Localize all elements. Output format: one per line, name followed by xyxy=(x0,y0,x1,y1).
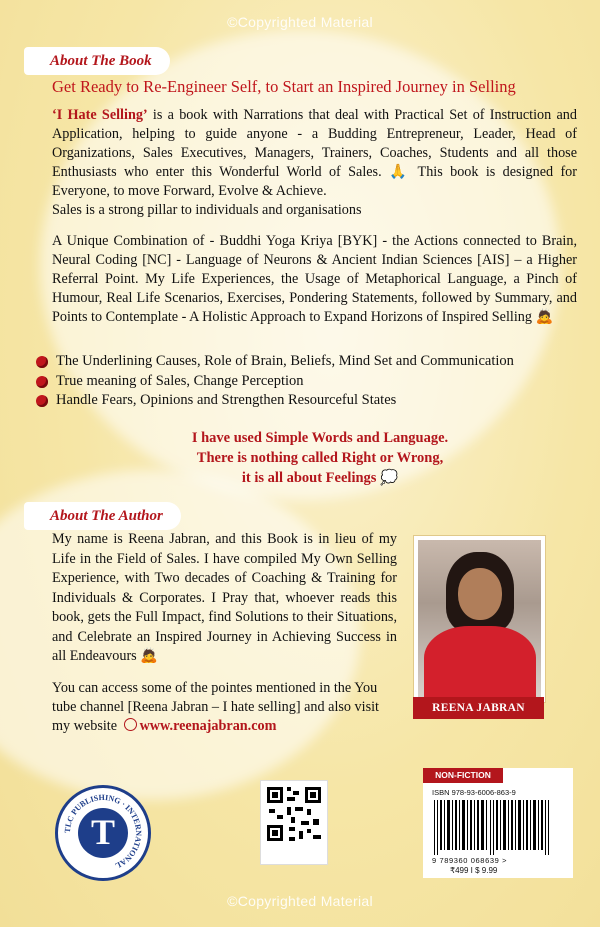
apple-bullet-icon xyxy=(36,395,48,407)
barcode-digits: 9 789360 068639 > xyxy=(432,856,508,865)
list-item xyxy=(34,352,594,372)
list-item xyxy=(34,391,594,411)
publisher-logo xyxy=(55,785,151,881)
list-item xyxy=(34,372,594,392)
quote-line: There is nothing called Right or Wrong, xyxy=(196,450,444,466)
book-tagline: Get Ready to Re-Engineer Self, to Start an Inspired Journey in Selling xyxy=(52,77,516,96)
svg-text:TLC PUBLISHING · INTERNATIONAL: TLC PUBLISHING · INTERNATIONAL xyxy=(62,792,144,871)
youtube-text: You can access some of the pointes mentioned in the You tube channel [Reena Jabran – I hate selling] and also visit my website xyxy=(52,680,379,734)
price: ₹499 I $ 9.99 xyxy=(450,866,498,875)
list-item-text: Handle Fears, Opinions and Strengthen Resourceful States xyxy=(56,392,397,408)
description-last-line: Sales is a strong pillar to individuals and organisations xyxy=(52,202,362,218)
author-bio: My name is Reena Jabran, and this Book is in lieu of my Life in the Field of Sales. I have compiled My Own Selling Experience, with Two decades of Coaching & Training for Individuals & Corporates. I Pray that, whoever reads this book, gets the Full Impact, find Solutions to their Situations, and Celebrate an Inspired Journey in Achieving Success in all Endeavours 🙇 xyxy=(52,531,397,664)
author-name-plate: REENA JABRAN xyxy=(413,697,544,719)
description-text: is a book with Narrations that deal with Practical Set of Instruction and Application, helping to guide anyone - a Budding Entrepreneur, Leader, Head of Organizations, Sales Executives, Managers, Trainers, Coaches, Students and all those Enthusiasts who enter this Wonderful World of Sales. 🙏 This book is designed for Everyone, to move Forward, Evolve & Achieve. xyxy=(52,107,577,199)
about-author-heading: About The Author xyxy=(24,502,181,530)
genre-label: NON-FICTION xyxy=(423,768,503,783)
website-link[interactable]: www.reenajabran.com xyxy=(139,718,277,734)
copyright-watermark: ©Copyrighted Material xyxy=(227,14,373,30)
quote-line: it is all about Feelings 💭 xyxy=(241,470,399,486)
copyright-watermark-bottom: ©Copyrighted Material xyxy=(227,893,373,909)
list-item-text: True meaning of Sales, Change Perception xyxy=(56,372,304,389)
apple-bullet-icon xyxy=(36,356,48,368)
globe-icon xyxy=(124,718,137,731)
apple-bullet-icon xyxy=(36,376,48,388)
barcode xyxy=(432,800,564,855)
list-item-text: The Underlining Causes, Role of Brain, Beliefs, Mind Set and Communication xyxy=(56,353,514,369)
publisher-letter: T xyxy=(78,808,128,858)
highlight-quote xyxy=(120,428,520,488)
qr-code[interactable] xyxy=(260,780,328,865)
author-photo xyxy=(413,535,546,703)
book-approach: A Unique Combination of - Buddhi Yoga Kriya [BYK] - the Actions connected to Brain, Neural Coding [NC] - Language of Neurons & Ancient Indian Sciences [AIS] – a Higher Referral Point. My Life Experiences, the Usage of Metaphorical Language, a Pinch of Humour, Real Life Scenarios, Exercises, Pondering Statements, followed by Summary, and Points to Contemplate - A Holistic Approach to Expand Horizons of Inspired Selling 🙇 xyxy=(52,233,577,325)
youtube-note xyxy=(52,679,397,736)
book-title-inline: ‘I Hate Selling’ xyxy=(52,107,148,123)
quote-line: I have used Simple Words and Language. xyxy=(191,430,449,446)
key-points-list xyxy=(34,352,594,411)
book-description xyxy=(52,106,577,220)
isbn: ISBN 978-93-6006-863-9 xyxy=(432,788,516,797)
about-book-heading: About The Book xyxy=(24,47,170,75)
